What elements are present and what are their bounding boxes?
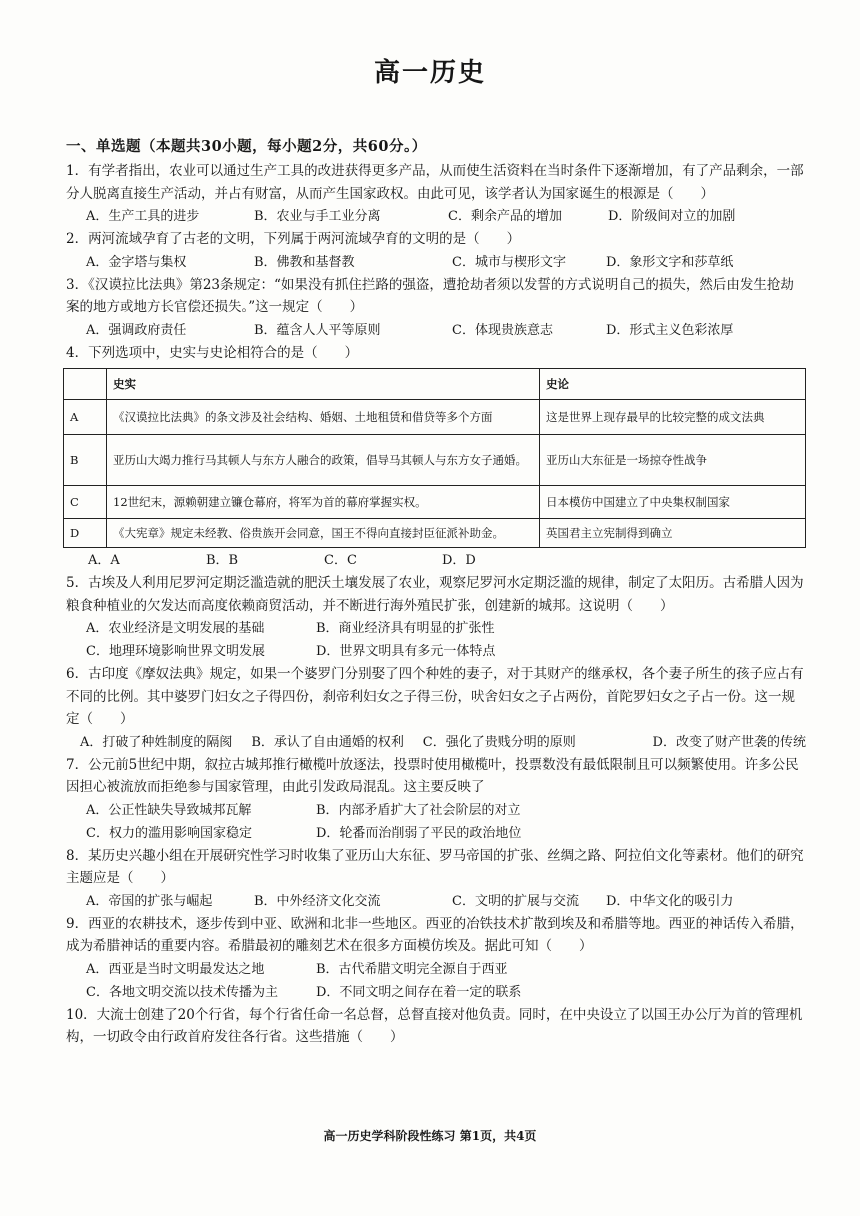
table-cell: 亚历山大东征是一场掠夺性战争 (540, 435, 806, 486)
question-1-stem: 1．有学者指出，农业可以通过生产工具的改进获得更多产品，从而使生活资料在当时条件下逐渐增加，有了产品剩余，一部分人脱离直接生产活动，并占有财富，从而产生国家政权。由此可见，该学者认为国家诞生的根源是（ ） (66, 163, 804, 202)
table-cell: 《大宪章》规定未经教、俗贵族开会同意，国王不得向直接封臣征派补助金。 (107, 519, 540, 548)
table-cell: 英国君主立宪制得到确立 (540, 519, 806, 548)
option-a: A．公正性缺失导致城邦瓦解 (86, 802, 252, 818)
question-8-stem: 8．某历史兴趣小组在开展研究性学习时收集了亚历山大东征、罗马帝国的扩张、丝绸之路、阿拉伯文化等素材。他们的研究主题应是（ ） (66, 847, 804, 886)
question-5-options-row2 (66, 640, 806, 663)
question-4-stem: 4．下列选项中，史实与史论相符合的是（ ） (66, 344, 359, 361)
table-row (64, 486, 806, 519)
option-c: C．体现贵族意志 (452, 322, 553, 338)
page-footer: 高一历史学科阶段性练习 第1页，共4页 (323, 1129, 537, 1143)
option-a: A．打破了种姓制度的隔阂 (80, 734, 233, 750)
table-cell: D (64, 519, 107, 548)
question-2-options (66, 251, 806, 274)
question-7-options-row2 (66, 822, 806, 845)
option-d: D．不同文明之间存在着一定的联系 (316, 984, 522, 1000)
option-a: A．帝国的扩张与崛起 (86, 893, 213, 909)
question-6-stem: 6．古印度《摩奴法典》规定，如果一个婆罗门分别娶了四个种姓的妻子，对于其财产的继承权，各个妻子所生的孩子应占有不同的比例。其中婆罗门妇女之子得四份，刹帝利妇女之子得三份，吠舍妇女之子占两份，首陀罗妇女之子占一份。这一规定（ ） (66, 666, 804, 727)
option-d: D．形式主义色彩浓厚 (606, 322, 734, 338)
table-row (64, 400, 806, 435)
option-b: B．农业与手工业分离 (254, 209, 381, 224)
option-d: D．象形文字和莎草纸 (606, 254, 734, 270)
table-header-row (64, 369, 806, 400)
table-cell: 《汉谟拉比法典》的条文涉及社会结构、婚姻、土地租赁和借贷等多个方面 (107, 400, 540, 435)
section-heading: 一、单选题（本题共30小题，每小题2分，共60分。） (66, 138, 427, 155)
option-b: B．古代希腊文明完全源自于西亚 (316, 961, 508, 977)
option-b: B．中外经济文化交流 (254, 893, 381, 909)
question-3-stem: 3．《汉谟拉比法典》第23条规定：“如果没有抓住拦路的强盗，遭抢劫者须以发誓的方式说明自己的损失，然后由发生抢劫案的地方或地方长官偿还损失。”这一规定（ ） (66, 276, 794, 315)
option-a: A．农业经济是文明发展的基础 (86, 621, 265, 636)
option-c: C．各地文明交流以技术传播为主 (86, 984, 278, 1000)
option-c: C．剩余产品的增加 (448, 209, 562, 224)
question-3-options (66, 319, 806, 342)
option-b: B．B (206, 553, 239, 568)
question-5-options-row1 (66, 617, 806, 640)
table-cell: 12世纪末，源赖朝建立镰仓幕府，将军为首的幕府掌握实权。 (107, 486, 540, 519)
option-d: D．轮番而治削弱了平民的政治地位 (316, 825, 522, 841)
option-a: A．金字塔与集权 (86, 254, 187, 270)
option-d: D．改变了财产世袭的传统 (652, 734, 806, 750)
page-title: 高一历史 (373, 58, 486, 88)
question-9-options-row2 (66, 981, 806, 1004)
table-row (64, 519, 806, 548)
option-a: A．生产工具的进步 (86, 209, 200, 224)
option-d: D．中华文化的吸引力 (606, 893, 734, 909)
table-header-cell (64, 369, 107, 400)
question-2-stem: 2．两河流域孕育了古老的文明，下列属于两河流域孕育的文明的是（ ） (66, 231, 521, 247)
option-a: A．西亚是当时文明最发达之地 (86, 961, 265, 977)
option-b: B．承认了自由通婚的权利 (251, 734, 404, 750)
question-8-options (66, 890, 806, 913)
question-5-stem: 5．古埃及人利用尼罗河定期泛滥造就的肥沃土壤发展了农业，观察尼罗河水定期泛滥的规律，制定了太阳历。古希腊人因为粮食种植业的欠发达而高度依赖商贸活动，并不断进行海外殖民扩张，创建新的城邦。这说明（ ） (66, 575, 804, 614)
option-a: A．A (88, 553, 120, 568)
question-10-stem: 10．大流士创建了20个行省，每个行省任命一名总督，总督直接对他负责。同时，在中央设立了以国王办公厅为首的管理机构，一切政令由行政首府发往各行省。这些措施（ ） (66, 1006, 803, 1045)
question-4-options (66, 550, 806, 572)
question-4-table (63, 368, 806, 548)
option-d: D．世界文明具有多元一体特点 (316, 644, 496, 659)
table-header-cell: 史实 (107, 369, 540, 400)
option-c: C．权力的滥用影响国家稳定 (86, 825, 252, 841)
table-cell: A (64, 400, 107, 435)
option-b: B．内部矛盾扩大了社会阶层的对立 (316, 802, 521, 818)
option-a: A．强调政府责任 (86, 322, 187, 338)
question-7-stem: 7．公元前5世纪中期，叙拉古城邦推行橄榄叶放逐法，投票时使用橄榄叶，投票数没有最低限制且可以频繁使用。许多公民因担心被流放而拒绝参与国家管理，由此引发政局混乱。这主要反映了 (66, 756, 799, 795)
option-b: B．蕴含人人平等原则 (254, 322, 381, 338)
question-1-options (66, 205, 806, 228)
table-header-cell: 史论 (540, 369, 806, 400)
question-7-options-row1 (66, 799, 806, 822)
question-6-options (66, 731, 806, 754)
table-cell: 这是世界上现存最早的比较完整的成文法典 (540, 400, 806, 435)
option-c: C．文明的扩展与交流 (452, 893, 579, 909)
questions-area (66, 160, 806, 1049)
option-c: C．C (324, 553, 357, 568)
option-d: D．D (442, 553, 476, 568)
table-row (64, 435, 806, 486)
option-c: C．地理环境影响世界文明发展 (86, 644, 265, 659)
option-d: D．阶级间对立的加剧 (608, 209, 736, 224)
question-9-options-row1 (66, 958, 806, 981)
option-c: C．强化了贵贱分明的原则 (422, 734, 576, 750)
option-c: C．城市与楔形文字 (452, 254, 566, 270)
question-9-stem: 9．西亚的农耕技术，逐步传到中亚、欧洲和北非一些地区。西亚的冶铁技术扩散到埃及和希腊等地。西亚的神话传入希腊，成为希腊神话的重要内容。希腊最初的雕刻艺术在很多方面模仿埃及。据此可知（ ） (66, 915, 804, 954)
table-cell: 亚历山大竭力推行马其顿人与东方人融合的政策，倡导马其顿人与东方女子通婚。 (107, 435, 540, 486)
option-b: B．佛教和基督教 (254, 254, 355, 270)
option-b: B．商业经济具有明显的扩张性 (316, 621, 495, 636)
table-cell: 日本模仿中国建立了中央集权制国家 (540, 486, 806, 519)
table-cell: C (64, 486, 107, 519)
table-cell: B (64, 435, 107, 486)
